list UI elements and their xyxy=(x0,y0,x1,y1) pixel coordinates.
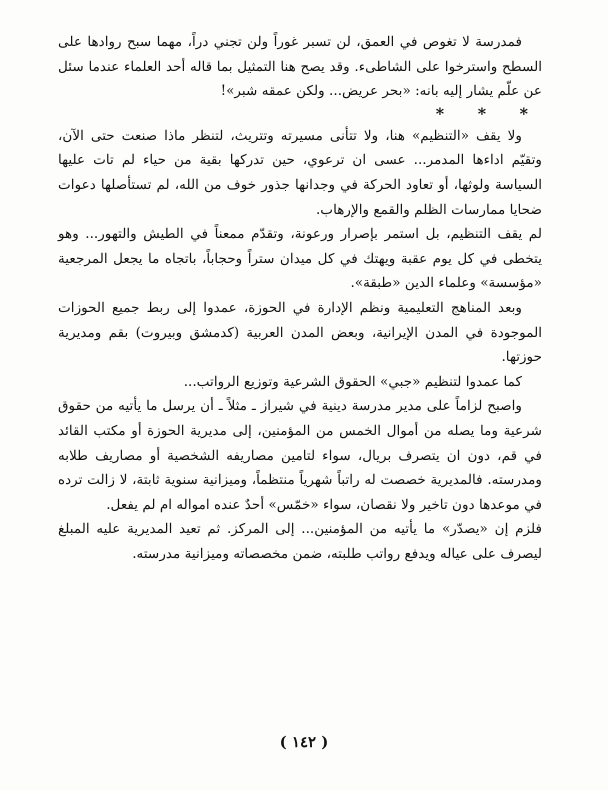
paragraph-5: كما عمدوا لتنظيم «جبي» الحقوق الشرعية وتوزيع الرواتب... xyxy=(183,373,522,390)
paragraph-6: واصبح لزاماً على مدير مدرسة دينية في شيراز ـ مثلاً ـ أن يرسل ما يأتيه من حقوق شرعية وما يصله من أموال الخمس من المؤمنين، إلى مديرية الحوزة أو مكتب القائد في قم، دون ان يتصرف بريال، سواء لتامين مصاريفه الشخصية أو مصاريف طلابه ومدرسته. فالمديرية خصصت له راتباً شهرياً منتظماً، وميزانية سنوية ثابتة، لا زالت ترده في موعدها دون تاخير ولا نقصان، سواء «خمّس» أحدٌ عنده امواله ام لم يفعل. xyxy=(58,398,543,513)
paragraph-4: وبعد المناهج التعليمية ونظم الإدارة في الحوزة، عمدوا إلى ربط جميع الحوزات الموجودة في المدن الإيرانية، وبعض المدن العربية (كدمشق وبيروت) بقم ومديرية حوزتها. xyxy=(58,299,542,366)
paragraph-3: لم يقف التنظيم، بل استمر بإصرار ورعونة، وتقدّم ممعناً في الطيش والتهور... وهو يتخطى في كل يوم عقبة ويهتك في كل ميدان ستراً وحجاباً، باتجاه ما يجعل المرجعية «مؤسسة» وعلماء الدين «طبقة». xyxy=(58,226,542,292)
paragraph-1: فمدرسة لا تغوص في العمق، لن تسبر غوراً ولن تجني دراً، مهما سبح روادها على السطح واسترخوا على الشاطىء. وقد يصح هنا التمثيل بما قاله أحد العلماء عندما سئل عن علّم يشار إليه بانه: «بحر عريض... ولكن عمقه شبر»! xyxy=(58,34,542,100)
page-number: ( ١٤٢ ) xyxy=(279,733,329,751)
page-body-text xyxy=(58,30,542,566)
paragraph-7: فلزم إن «يصدّر» ما يأتيه من المؤمنين... إلى المركز. ثم تعيد المديرية عليه المبلغ ليصرف على عياله ويدفع رواتب طلبته، ضمن مخصصاته وميزانية مدرسته. xyxy=(58,521,542,562)
paragraph-2: ولا يقف «التنظيم» هنا، ولا تتأنى مسيرته وتتريث، لتنظر ماذا صنعت حتى الآن، وتقيّم اداءها المدمر... عسى ان ترعوي، حين تدركها بقية من حياء لم تات عليها السياسة ولوثها، أو تعاود الحركة في وجدانها جذور خوف من الله، لم تستأصلها دعوات ضحايا ممارسات الظلم والقمع والإرهاب. xyxy=(58,127,542,218)
section-break-asterisks: * * * xyxy=(435,103,542,123)
